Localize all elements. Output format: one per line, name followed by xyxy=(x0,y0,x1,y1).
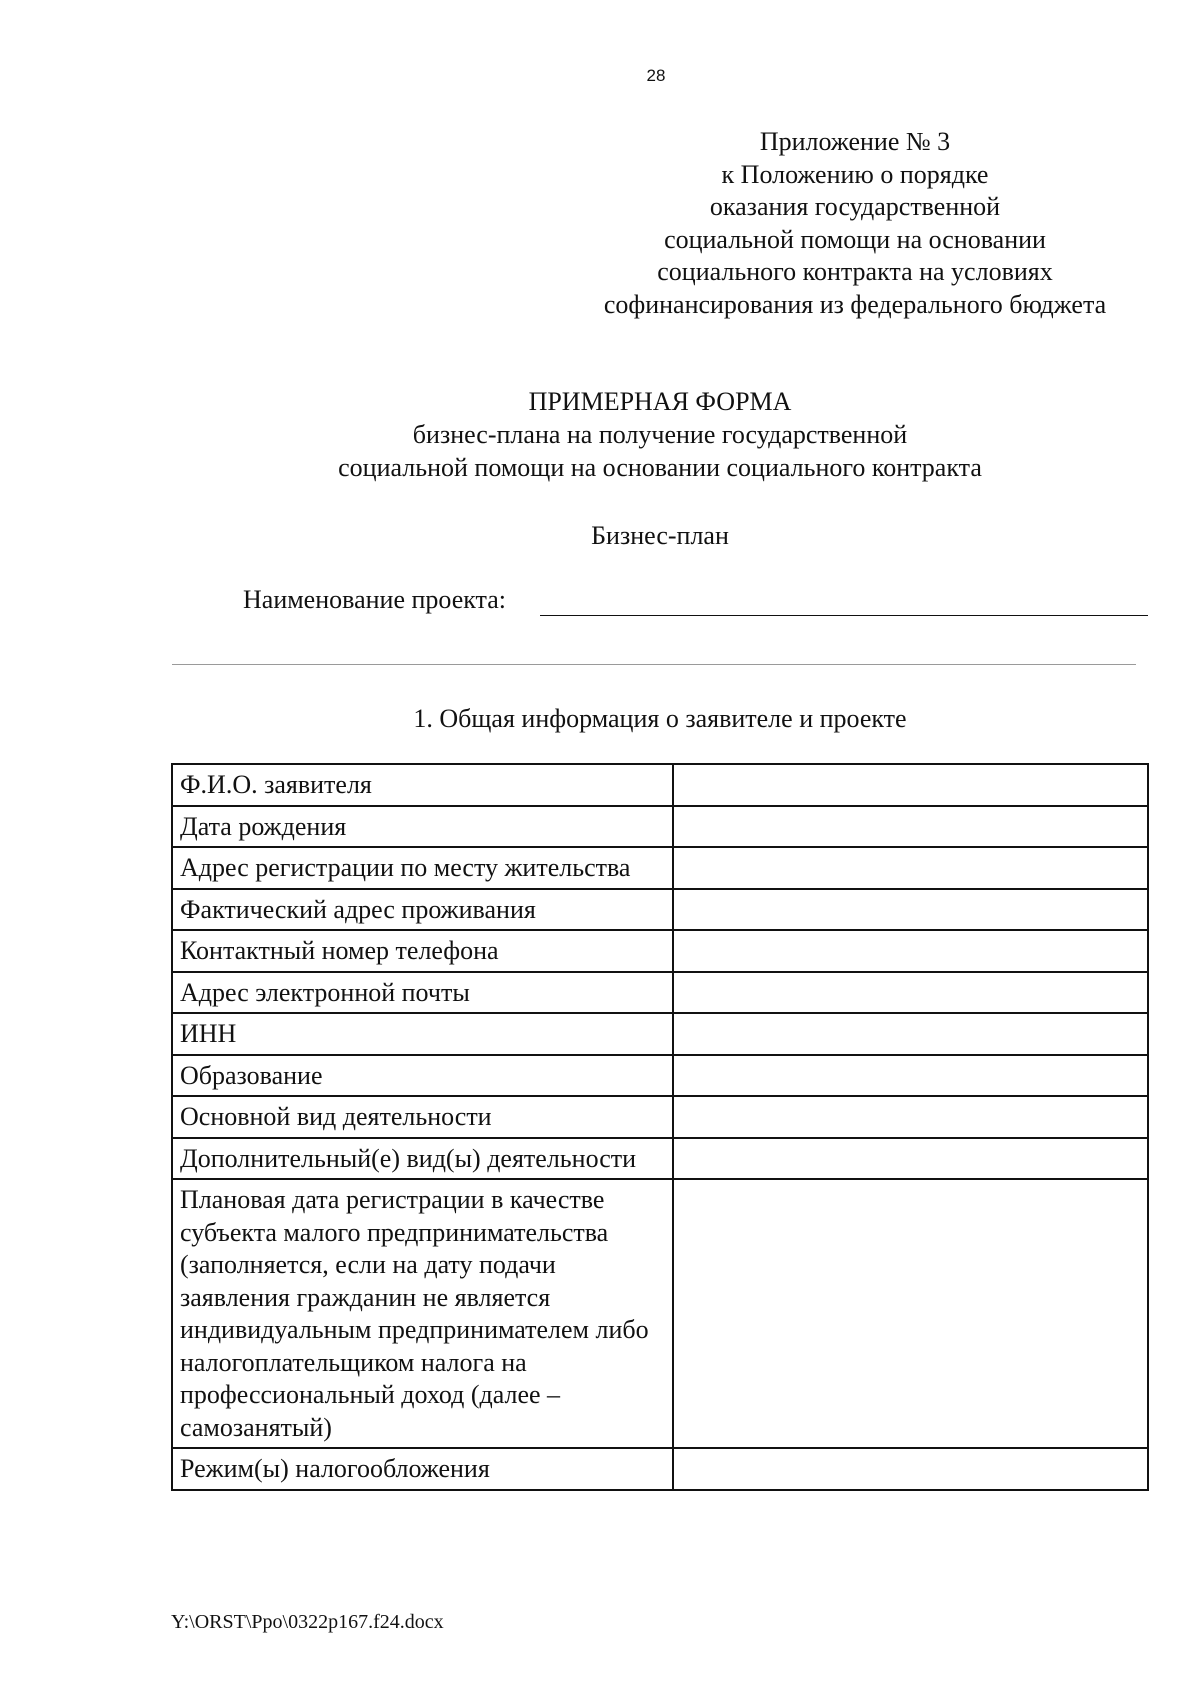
document-title: Бизнес-план xyxy=(591,521,729,550)
table-row xyxy=(172,806,1148,848)
row-value-field[interactable] xyxy=(673,1055,1148,1097)
appendix-line: оказания государственной xyxy=(709,192,1001,221)
form-title: ПРИМЕРНАЯ ФОРМА xyxy=(528,387,792,416)
table-row xyxy=(172,1013,1148,1055)
separator-line xyxy=(172,664,1136,665)
table-row xyxy=(172,930,1148,972)
row-value-field[interactable] xyxy=(673,1138,1148,1180)
row-value-field[interactable] xyxy=(673,1179,1148,1448)
applicant-info-table xyxy=(171,763,1149,1491)
row-label: Режим(ы) налогообложения xyxy=(172,1448,673,1490)
row-value-field[interactable] xyxy=(673,847,1148,889)
table-row xyxy=(172,847,1148,889)
row-label: Фактический адрес проживания xyxy=(172,889,673,931)
project-name-field[interactable] xyxy=(540,615,1148,616)
row-value-field[interactable] xyxy=(673,1013,1148,1055)
row-value-field[interactable] xyxy=(673,1096,1148,1138)
appendix-heading xyxy=(575,126,1135,321)
table-row xyxy=(172,1055,1148,1097)
appendix-line: социального контракта на условиях xyxy=(657,257,1053,286)
table-row xyxy=(172,764,1148,806)
row-label: Ф.И.О. заявителя xyxy=(172,764,673,806)
appendix-line: социальной помощи на основании xyxy=(664,224,1046,254)
project-name-label: Наименование проекта: xyxy=(243,585,506,614)
section-title: 1. Общая информация о заявителе и проекте xyxy=(413,704,907,733)
row-label: Адрес электронной почты xyxy=(172,972,673,1014)
row-label: ИНН xyxy=(172,1013,673,1055)
page-number: 28 xyxy=(646,66,666,85)
row-label: Адрес регистрации по месту жительства xyxy=(172,847,673,889)
row-value-field[interactable] xyxy=(673,889,1148,931)
row-value-field[interactable] xyxy=(673,764,1148,806)
row-label: Контактный номер телефона xyxy=(172,930,673,972)
appendix-line: Приложение № 3 xyxy=(759,127,951,156)
table-row xyxy=(172,1096,1148,1138)
row-label: Дата рождения xyxy=(172,806,673,848)
table-row xyxy=(172,889,1148,931)
table-row xyxy=(172,972,1148,1014)
row-label: Образование xyxy=(172,1055,673,1097)
file-path-footer: Y:\ORST\Ppo\0322p167.f24.docx xyxy=(171,1611,444,1633)
table-row xyxy=(172,1179,1148,1448)
row-label: Дополнительный(е) вид(ы) деятельности xyxy=(172,1138,673,1180)
row-value-field[interactable] xyxy=(673,1448,1148,1490)
form-heading xyxy=(0,385,1200,484)
appendix-line: к Положению о порядке xyxy=(721,159,989,189)
row-label: Плановая дата регистрации в качестве субъекта малого предпринимательства (заполняется, если на дату подачи заявления гражданин не является индивидуальным предпринимателем либо налогоплательщиком налога на профессиональный доход (далее – самозанятый) xyxy=(172,1179,673,1448)
form-subtitle-line: социальной помощи на основании социального контракта xyxy=(338,453,982,482)
appendix-line: софинансирования из федерального бюджета xyxy=(603,289,1107,319)
table-row xyxy=(172,1448,1148,1490)
table-row xyxy=(172,1138,1148,1180)
row-value-field[interactable] xyxy=(673,930,1148,972)
form-subtitle-line: бизнес-плана на получение государственной xyxy=(412,420,908,449)
row-label: Основной вид деятельности xyxy=(172,1096,673,1138)
row-value-field[interactable] xyxy=(673,806,1148,848)
row-value-field[interactable] xyxy=(673,972,1148,1014)
